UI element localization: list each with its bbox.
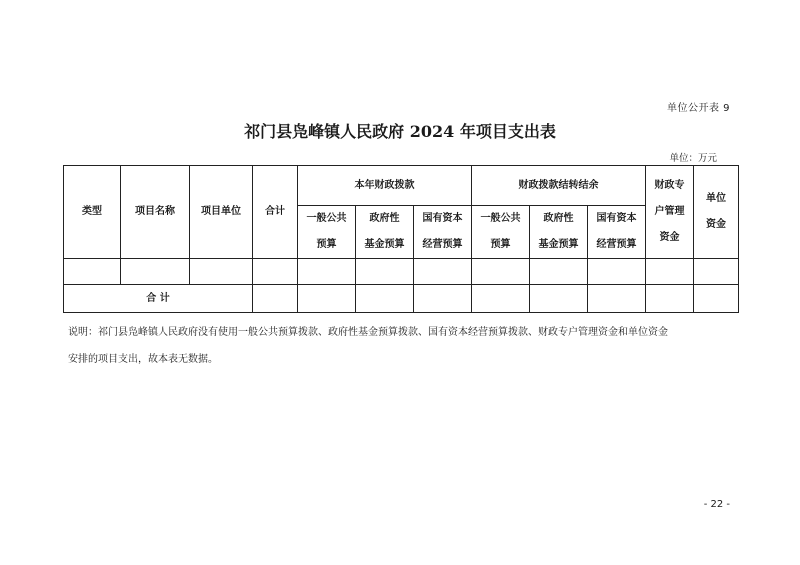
- header-gov-fund-carryover: 政府性 基金预算: [530, 206, 588, 259]
- header-general-budget-carryover: 一般公共 预算: [472, 206, 530, 259]
- total-row: [64, 285, 739, 313]
- header-current-year-appropriation: 本年财政拨款: [298, 166, 472, 206]
- page-title: 祁门县凫峰镇人民政府 2024 年项目支出表: [244, 122, 556, 141]
- header-special-account-funds: 财政专 户管理 资金: [646, 166, 694, 259]
- note-line-1: 说明：祁门县凫峰镇人民政府没有使用一般公共预算拨款、政府性基金预算拨款、国有资本经营预算拨款、财政专户管理资金和单位资金: [68, 327, 668, 338]
- header-carryover-balance: 财政拨款结转结余: [472, 166, 646, 206]
- note-line-2: 安排的项目支出，故本表无数据。: [68, 354, 218, 365]
- unit-label: 单位：万元: [669, 153, 717, 164]
- header-project-dept: 项目单位: [190, 166, 253, 259]
- header-general-budget-current: 一般公共 预算: [298, 206, 356, 259]
- header-state-capital-current: 国有资本 经营预算: [414, 206, 472, 259]
- header-total: 合计: [253, 166, 298, 259]
- total-label: 合 计: [64, 285, 253, 313]
- header-unit-funds: 单位 资金: [694, 166, 739, 259]
- form-number: 单位公开表 9: [666, 103, 730, 114]
- header-type: 类型: [64, 166, 121, 259]
- table-note: [68, 319, 740, 373]
- header-state-capital-carryover: 国有资本 经营预算: [588, 206, 646, 259]
- project-expenditure-table: [63, 165, 739, 313]
- header-gov-fund-current: 政府性 基金预算: [356, 206, 414, 259]
- page-number: - 22 -: [703, 499, 730, 510]
- table-row: [64, 259, 739, 285]
- header-row-1: [64, 166, 739, 206]
- header-project-name: 项目名称: [121, 166, 190, 259]
